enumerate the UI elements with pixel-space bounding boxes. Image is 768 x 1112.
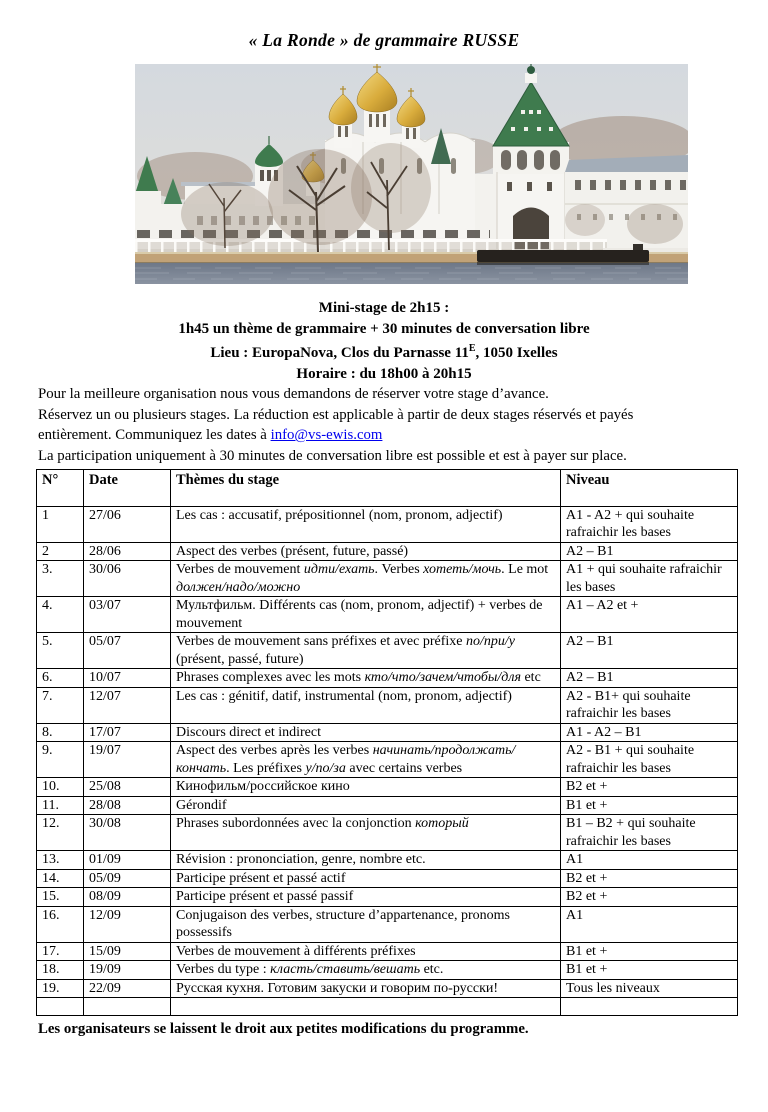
cell-theme: Gérondif — [171, 796, 561, 815]
para-line-3: entièrement. Communiquez les dates à info@vs-ewis.com — [38, 427, 383, 443]
cell-num: 10. — [37, 778, 84, 797]
cell-date: 05/07 — [84, 633, 171, 669]
cell-num: 11. — [37, 796, 84, 815]
cell-date: 10/07 — [84, 669, 171, 688]
cell-num: 19. — [37, 979, 84, 998]
cell-theme: Phrases complexes avec les mots кто/что/зачем/чтобы/для etc — [171, 669, 561, 688]
cell-level: A1 – A2 et + — [561, 597, 738, 633]
cell-level: A1 — [561, 851, 738, 870]
column-header-1: Date — [84, 470, 171, 507]
schedule-table-body — [37, 506, 738, 1016]
cell-level: B1 et + — [561, 961, 738, 980]
cell-level: Tous les niveaux — [561, 979, 738, 998]
cell-level: B1 et + — [561, 942, 738, 961]
cell-date: 22/09 — [84, 979, 171, 998]
cell-num: 18. — [37, 961, 84, 980]
table-row — [37, 669, 738, 688]
cell-num: 5. — [37, 633, 84, 669]
info-line-location: Lieu : EuropaNova, Clos du Parnasse $11^E$, 1050 Ixelles — [210, 343, 558, 361]
cell-date: 30/06 — [84, 561, 171, 597]
booking-paragraph — [38, 384, 738, 466]
table-row — [37, 633, 738, 669]
cell-date: 08/09 — [84, 888, 171, 907]
cell-theme: Verbes de mouvement à différents préfixes — [171, 942, 561, 961]
para-line-4: La participation uniquement à 30 minutes de conversation libre est possible et est à payer sur place. — [38, 447, 627, 464]
cell-level — [561, 998, 738, 1016]
table-row — [37, 869, 738, 888]
table-row — [37, 888, 738, 907]
cell-date: 03/07 — [84, 597, 171, 633]
column-header-2: Thèmes du stage — [171, 470, 561, 507]
cell-theme: Phrases subordonnées avec la conjonction который — [171, 815, 561, 851]
cell-date: 28/06 — [84, 542, 171, 561]
cell-theme: Мультфильм. Différents cas (nom, pronom, adjectif) + verbes de mouvement — [171, 597, 561, 633]
cell-date: 28/08 — [84, 796, 171, 815]
cell-num: 4. — [37, 597, 84, 633]
water — [135, 263, 688, 284]
table-row — [37, 687, 738, 723]
cell-level: A1 + qui souhaite rafraichir les bases — [561, 561, 738, 597]
table-row — [37, 796, 738, 815]
cell-date: 12/07 — [84, 687, 171, 723]
table-row — [37, 561, 738, 597]
table-row — [37, 778, 738, 797]
cell-date — [84, 998, 171, 1016]
cell-level: B2 et + — [561, 778, 738, 797]
table-row — [37, 723, 738, 742]
cell-theme: Verbes de mouvement идти/ехать. Verbes хотеть/мочь. Le mot должен/надо/можно — [171, 561, 561, 597]
table-row — [37, 998, 738, 1016]
cell-num: 16. — [37, 906, 84, 942]
schedule-table-head — [37, 470, 738, 507]
cell-num: 7. — [37, 687, 84, 723]
page-title: « La Ronde » de grammaire RUSSE — [248, 30, 520, 50]
cell-num: 12. — [37, 815, 84, 851]
table-row — [37, 542, 738, 561]
table-row — [37, 506, 738, 542]
para-line-2: Réservez un ou plusieurs stages. La réduction est applicable à partir de deux stages réservés et payés — [38, 406, 634, 423]
cell-num: 1 — [37, 506, 84, 542]
superscript-e: E — [468, 343, 476, 354]
monastery-photo-svg — [135, 64, 688, 284]
cell-level: A1 - A2 + qui souhaite rafraichir les bases — [561, 506, 738, 542]
table-row — [37, 961, 738, 980]
cell-num: 15. — [37, 888, 84, 907]
cell-level: A2 – B1 — [561, 669, 738, 688]
cell-level: B2 et + — [561, 869, 738, 888]
cell-date: 01/09 — [84, 851, 171, 870]
cell-date: 17/07 — [84, 723, 171, 742]
table-row — [37, 815, 738, 851]
cell-level: A2 – B1 — [561, 542, 738, 561]
table-row — [37, 942, 738, 961]
cell-theme: Verbes de mouvement sans préfixes et avec préfixe по/при/у (présent, passé, future) — [171, 633, 561, 669]
cell-theme: Verbes du type : класть/ставить/вешать etc. — [171, 961, 561, 980]
cell-date: 25/08 — [84, 778, 171, 797]
cell-num: 9. — [37, 742, 84, 778]
info-block — [0, 298, 768, 384]
schedule-table — [36, 469, 738, 1016]
info-line-schedule: Horaire : du 18h00 à 20h15 — [296, 365, 472, 382]
table-row — [37, 597, 738, 633]
cell-theme: Aspect des verbes (présent, future, passé) — [171, 542, 561, 561]
cell-theme: Discours direct et indirect — [171, 723, 561, 742]
cell-theme: Les cas : génitif, datif, instrumental (nom, pronom, adjectif) — [171, 687, 561, 723]
cell-theme — [171, 998, 561, 1016]
cell-num: 14. — [37, 869, 84, 888]
cell-level: A1 — [561, 906, 738, 942]
cell-theme: Révision : prononciation, genre, nombre etc. — [171, 851, 561, 870]
cell-level: B1 et + — [561, 796, 738, 815]
cell-theme: Participe présent et passé actif — [171, 869, 561, 888]
para-line-1: Pour la meilleure organisation nous vous demandons de réserver votre stage d’avance. — [38, 386, 549, 402]
cell-num — [37, 998, 84, 1016]
cell-level: B2 et + — [561, 888, 738, 907]
cell-level: A2 - B1+ qui souhaite rafraichir les bases — [561, 687, 738, 723]
flyer-page — [0, 30, 768, 1112]
cell-num: 13. — [37, 851, 84, 870]
cell-num: 3. — [37, 561, 84, 597]
cell-date: 12/09 — [84, 906, 171, 942]
cell-level: B1 – B2 + qui souhaite rafraichir les bases — [561, 815, 738, 851]
cell-theme: Кинофильм/российское кино — [171, 778, 561, 797]
cell-theme: Aspect des verbes après les verbes начинать/продолжать/кончать. Les préfixes у/по/за avec certains verbes — [171, 742, 561, 778]
email-link[interactable]: info@vs-ewis.com — [270, 427, 383, 443]
cell-date: 30/08 — [84, 815, 171, 851]
cell-num: 8. — [37, 723, 84, 742]
cell-theme: Participe présent et passé passif — [171, 888, 561, 907]
cell-date: 19/09 — [84, 961, 171, 980]
header-row — [37, 470, 738, 507]
table-row — [37, 979, 738, 998]
info-line-theme: 1h45 un thème de grammaire + 30 minutes de conversation libre — [178, 320, 590, 337]
info-line-format: Mini-stage de 2h15 : — [318, 300, 450, 316]
cell-date: 05/09 — [84, 869, 171, 888]
table-row — [37, 742, 738, 778]
cell-level: A1 - A2 – B1 — [561, 723, 738, 742]
column-header-0: N° — [37, 470, 84, 507]
monastery-photo — [135, 64, 688, 284]
cell-theme: Conjugaison des verbes, structure d’appartenance, pronoms possessifs — [171, 906, 561, 942]
footer-note: Les organisateurs se laissent le droit aux petites modifications du programme. — [38, 1021, 529, 1037]
cell-num: 2 — [37, 542, 84, 561]
cell-level: A2 - B1 + qui souhaite rafraichir les bases — [561, 742, 738, 778]
cell-date: 27/06 — [84, 506, 171, 542]
cell-theme: Русская кухня. Готовим закуски и говорим по-русски! — [171, 979, 561, 998]
cell-num: 17. — [37, 942, 84, 961]
cell-num: 6. — [37, 669, 84, 688]
cell-theme: Les cas : accusatif, prépositionnel (nom, pronom, adjectif) — [171, 506, 561, 542]
cell-level: A2 – B1 — [561, 633, 738, 669]
cell-date: 19/07 — [84, 742, 171, 778]
table-row — [37, 851, 738, 870]
column-header-3: Niveau — [561, 470, 738, 507]
table-row — [37, 906, 738, 942]
cell-date: 15/09 — [84, 942, 171, 961]
